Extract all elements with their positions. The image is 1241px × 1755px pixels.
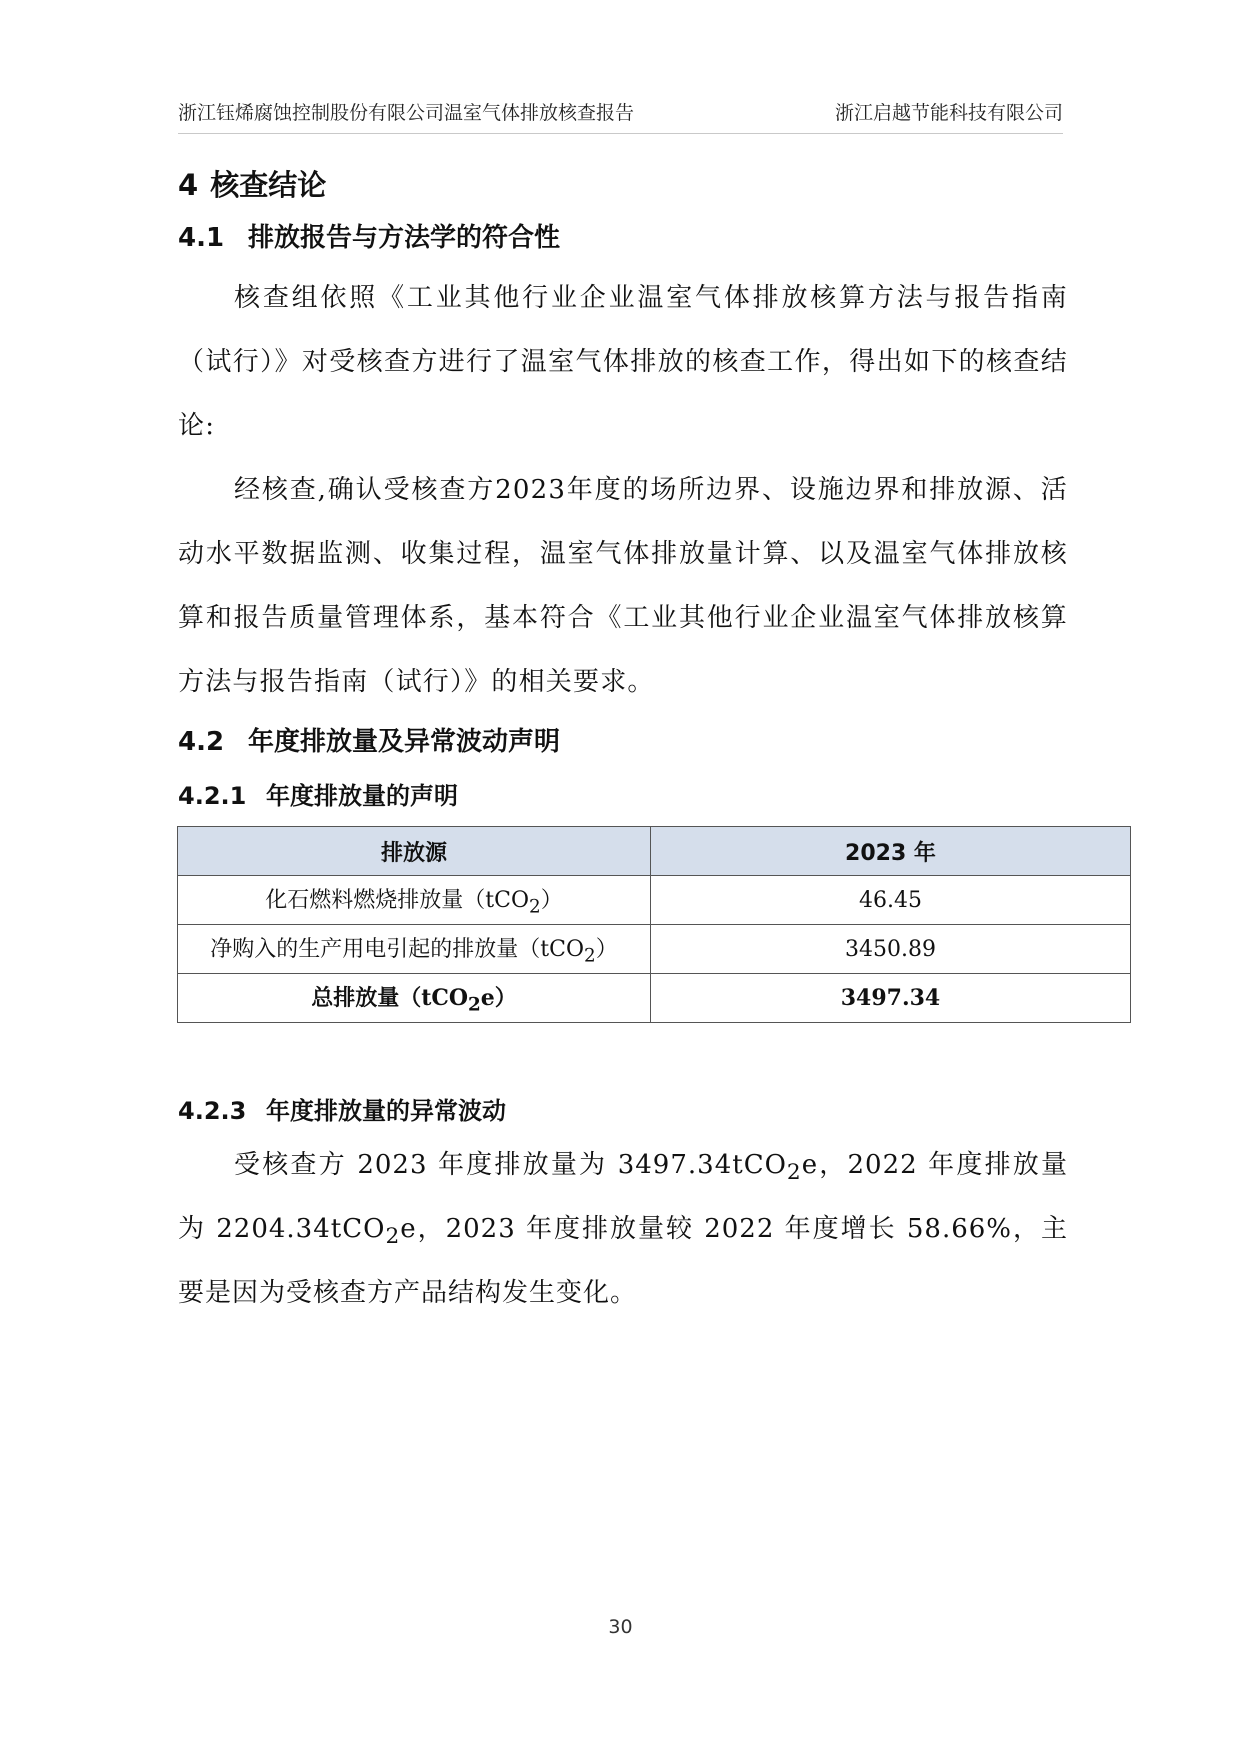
column-header-source: 排放源 — [178, 827, 651, 876]
section-number: 4.2.3 — [178, 1097, 247, 1125]
emission-value-cell: 3450.89 — [651, 925, 1131, 974]
emission-value-cell: 46.45 — [651, 876, 1131, 925]
section-title: 核查结论 — [210, 168, 327, 202]
header-company: 浙江启越节能科技有限公司 — [834, 102, 1063, 124]
header-report-title: 浙江钰烯腐蚀控制股份有限公司温室气体排放核查报告 — [178, 102, 635, 124]
paragraph: 受核查方 2023 年度排放量为 3497.34tCO$_2$e，2022 年度排放量为 2204.34tCO$_2$e，2023 年度排放量较 2022 年度增长 58.66%，主要是因为受核查方产品结构发生变化。 — [178, 1150, 1068, 1309]
section-number: 4.2 — [178, 727, 225, 757]
section-number: 4.2.1 — [178, 782, 247, 810]
table-row — [178, 925, 1131, 974]
emission-source-cell: 净购入的生产用电引起的排放量（tCO$_2$） — [178, 925, 651, 974]
emissions-table — [177, 826, 1131, 1023]
total-label-cell: 总排放量（tCO$_2$e） — [178, 974, 651, 1023]
section-title: 排放报告与方法学的符合性 — [248, 223, 561, 253]
table-row — [178, 876, 1131, 925]
section-4-2-heading — [178, 714, 1068, 770]
section-title: 年度排放量的声明 — [266, 782, 458, 810]
section-number: 4 — [178, 168, 199, 202]
section-4-2-1-heading — [178, 770, 1068, 822]
section-4-2-3-heading — [178, 1085, 1068, 1137]
spacer — [178, 1023, 1068, 1085]
section-4-heading — [178, 160, 1068, 210]
column-header-year: 2023 年 — [651, 827, 1131, 876]
table-total-row — [178, 974, 1131, 1023]
paragraph: 核查组依照《工业其他行业企业温室气体排放核算方法与报告指南（试行）》对受核查方进行了温室气体排放的核查工作，得出如下的核查结论: — [178, 283, 1068, 441]
table-header-row — [178, 827, 1131, 876]
paragraph: 经核查,确认受核查方2023年度的场所边界、设施边界和排放源、活动水平数据监测、收集过程，温室气体排放量计算、以及温室气体排放核算和报告质量管理体系，基本符合《工业其他行业企业温室气体排放核算方法与报告指南（试行）》的相关要求。 — [178, 475, 1068, 697]
page-header — [178, 98, 1063, 134]
total-value-cell: 3497.34 — [651, 974, 1131, 1023]
section-4-1-heading — [178, 210, 1068, 266]
emission-source-cell: 化石燃料燃烧排放量（tCO$_2$） — [178, 876, 651, 925]
section-title: 年度排放量及异常波动声明 — [248, 727, 561, 757]
page-number: 30 — [608, 1616, 633, 1638]
section-title: 年度排放量的异常波动 — [266, 1097, 506, 1125]
page-content — [178, 160, 1068, 1321]
section-number: 4.1 — [178, 223, 225, 253]
